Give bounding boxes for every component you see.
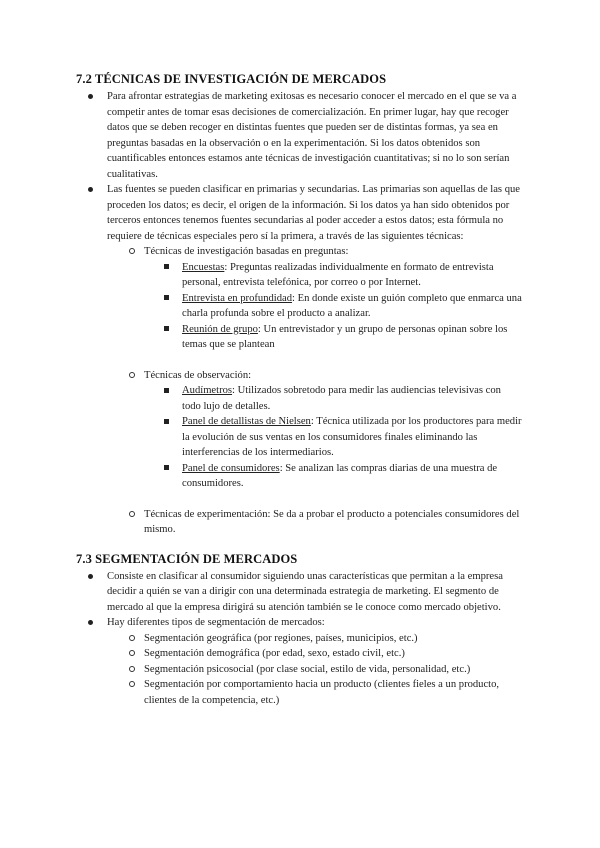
circle-bullet-icon (129, 248, 135, 254)
section-7-2-heading: 7.2 TÉCNICAS DE INVESTIGACIÓN DE MERCADOS (76, 72, 387, 86)
sublist-item (76, 368, 522, 384)
term-description: : Utilizados sobretodo para medir las audiencias televisivas con todo lujo de detalles. (182, 385, 501, 412)
subsublist-item (76, 322, 522, 353)
segmentation-type: Segmentación psicosocial (por clase social, estilo de vida, personalidad, etc.) (144, 663, 471, 675)
term-description: : Se analizan las compras diarias de una muestra de consumidores. (182, 462, 498, 489)
circle-bullet-icon (129, 681, 135, 687)
sublist-item (76, 507, 522, 538)
list-item (76, 89, 522, 182)
subsublist-item (76, 414, 522, 461)
paragraph: Consiste en clasificar al consumidor siguiendo unas características que permitan a la empresa decidir a quién se van a dirigir con una determinada estrategia de marketing. El segmento de mercado al que la empresa dirigirá su atención también se le conoce como mercado objetivo. (107, 570, 503, 613)
sublist-item (76, 662, 522, 678)
circle-bullet-icon (129, 372, 135, 378)
list-item (76, 615, 522, 631)
sublist-item (76, 646, 522, 662)
term: Panel de consumidores (182, 462, 280, 474)
sublist-item (76, 677, 522, 708)
circle-bullet-icon (129, 511, 135, 517)
term: Reunión de grupo (182, 323, 258, 335)
segmentation-type: Segmentación por comportamiento hacia un producto (clientes fieles a un producto, clientes de la competencia, etc.) (144, 679, 500, 706)
term-description: : Preguntas realizadas individualmente en formato de entrevista personal, entrevista telefónica, por correo o por Internet. (182, 261, 494, 288)
subsublist-item (76, 383, 522, 414)
square-bullet-icon (164, 419, 169, 424)
subsublist-item (76, 260, 522, 291)
square-bullet-icon (164, 465, 169, 470)
subsublist-item (76, 461, 522, 492)
paragraph: Para afrontar estrategias de marketing exitosas es necesario conocer el mercado en el que se va a competir antes de tomar esas decisiones de comercialización. En primer lugar, hay que recoger datos que se deben recoger en distintas fuentes que pueden ser de distintas formas, ya sea en preguntas basadas en la observación o en la experimentación. Si los datos obtenidos son cuantificables entonces estamos ante técnicas de investigación cuantitativas; si no lo son serían cualitativas. (107, 91, 517, 180)
segmentation-type: Segmentación geográfica (por regiones, países, municipios, etc.) (144, 632, 418, 644)
subheading-preguntas: Técnicas de investigación basadas en preguntas: (144, 246, 349, 257)
sublist-item (76, 244, 522, 260)
circle-bullet-icon (129, 666, 135, 672)
term-description: : Un entrevistador y un grupo de personas opinan sobre los temas que se plantean (182, 323, 508, 350)
section-7-3-heading: 7.3 SEGMENTACIÓN DE MERCADOS (76, 551, 298, 566)
bullet-icon (88, 620, 93, 625)
subsublist-item (76, 291, 522, 322)
circle-bullet-icon (129, 635, 135, 641)
term: Encuestas (182, 261, 225, 273)
term-description: : Técnica utilizada por los productores para medir la evolución de sus ventas en los consumidores finales eliminando las interferencias de los intermediarios. (182, 416, 522, 458)
square-bullet-icon (164, 295, 169, 300)
term: Panel de detallistas de Nielsen (182, 416, 311, 427)
experimentacion-text: Técnicas de experimentación: Se da a probar el producto a potenciales consumidores del mismo. (144, 508, 520, 535)
list-item (76, 569, 522, 616)
square-bullet-icon (164, 388, 169, 393)
term: Entrevista en profundidad (182, 292, 293, 304)
paragraph: Hay diferentes tipos de segmentación de mercados: (107, 617, 325, 628)
circle-bullet-icon (129, 650, 135, 656)
term-description: : En donde existe un guión completo que enmarca una charla profunda sobre el producto a analizar. (182, 292, 522, 319)
bullet-icon (88, 574, 93, 579)
square-bullet-icon (164, 326, 169, 331)
list-item (76, 182, 522, 244)
segmentation-type: Segmentación demográfica (por edad, sexo, estado civil, etc.) (144, 648, 405, 659)
square-bullet-icon (164, 264, 169, 269)
bullet-icon (88, 187, 93, 192)
sublist-item (76, 631, 522, 647)
term: Audímetros (182, 385, 233, 396)
subheading-observacion: Técnicas de observación: (144, 369, 252, 381)
paragraph: Las fuentes se pueden clasificar en primarias y secundarias. Las primarias son aquellas de las que proceden los datos; es decir, el origen de la información. Si los datos ya han sido obtenidos por terceros entonces tenemos fuentes secundarias al poder acceder a estos datos; esta fórmula no requiere de técnicas especiales pero sí la primera, a través de las siguientes técnicas: (107, 184, 521, 242)
bullet-icon (88, 94, 93, 99)
